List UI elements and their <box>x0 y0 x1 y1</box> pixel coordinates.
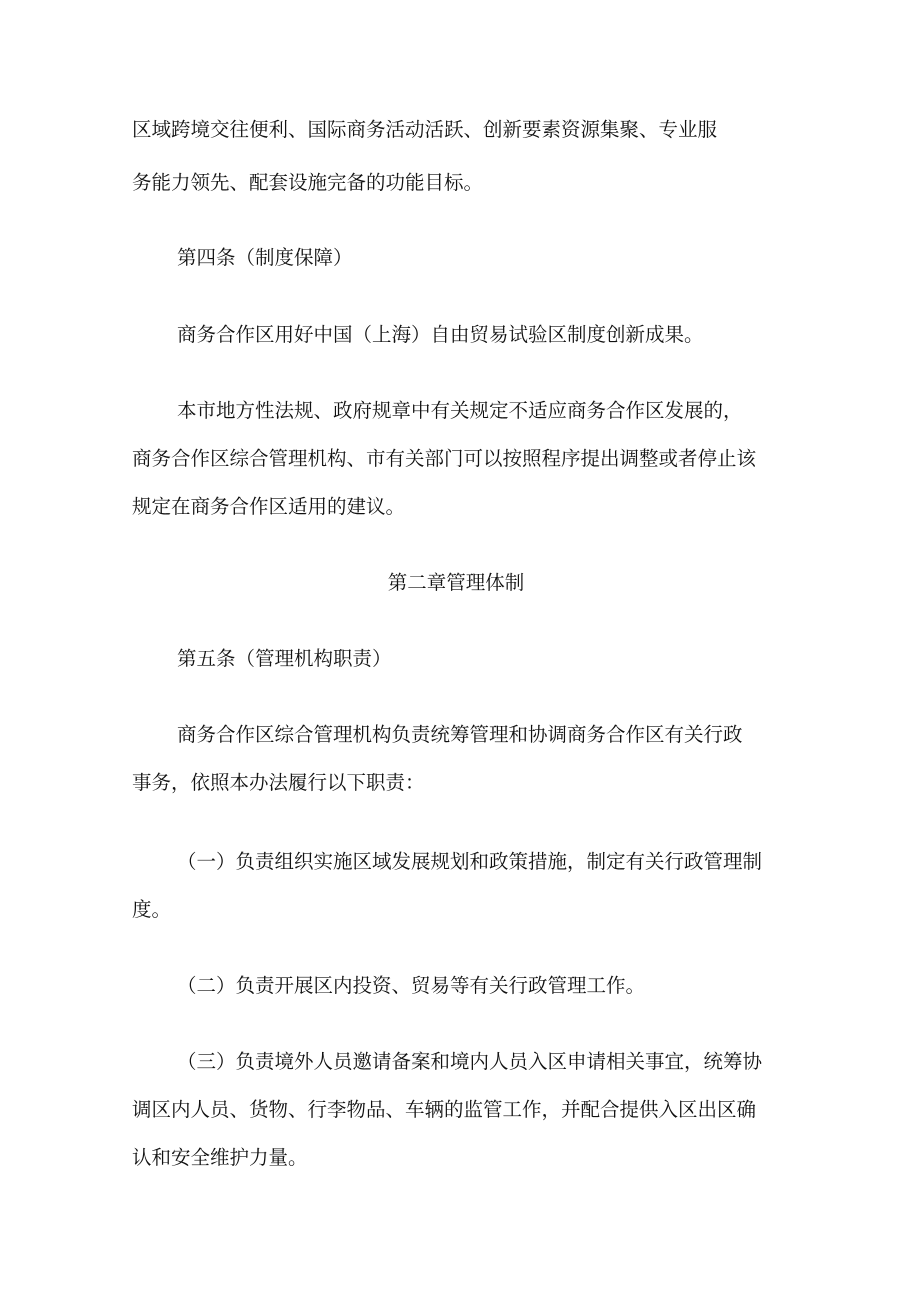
text-line-5: 本市地方性法规、政府规章中有关规定不适应商务合作区发展的， <box>177 399 743 422</box>
text-line-2: 务能力领先、配套设施完备的功能目标。 <box>132 171 484 194</box>
item-1-line-2: 度。 <box>132 898 172 921</box>
text-line-10: 商务合作区综合管理机构负责统筹管理和协调商务合作区有关行政 <box>177 723 743 746</box>
chapter-2-heading: 第二章管理体制 <box>387 571 525 594</box>
article-5-heading: 第五条（管理机构职责） <box>177 647 392 670</box>
item-3-line-2: 调区内人员、货物、行李物品、车辆的监管工作，并配合提供入区出区确 <box>132 1098 757 1121</box>
text-line-11: 事务，依照本办法履行以下职责： <box>132 771 425 794</box>
text-line-6: 商务合作区综合管理机构、市有关部门可以按照程序提出调整或者停止该 <box>132 447 757 470</box>
text-line-7: 规定在商务合作区适用的建议。 <box>132 495 406 518</box>
item-2-line-1: （二）负责开展区内投资、贸易等有关行政管理工作。 <box>177 974 646 997</box>
item-3-line-1: （三）负责境外人员邀请备案和境内人员入区申请相关事宜，统筹协 <box>177 1050 763 1073</box>
text-line-4: 商务合作区用好中国（上海）自由贸易试验区制度创新成果。 <box>177 323 704 346</box>
article-4-heading: 第四条（制度保障） <box>177 246 353 269</box>
item-1-line-1: （一）负责组织实施区域发展规划和政策措施，制定有关行政管理制 <box>177 850 763 873</box>
item-3-line-3: 认和安全维护力量。 <box>132 1146 308 1169</box>
text-line-1: 区域跨境交往便利、国际商务活动活跃、创新要素资源集聚、专业服 <box>132 118 718 141</box>
